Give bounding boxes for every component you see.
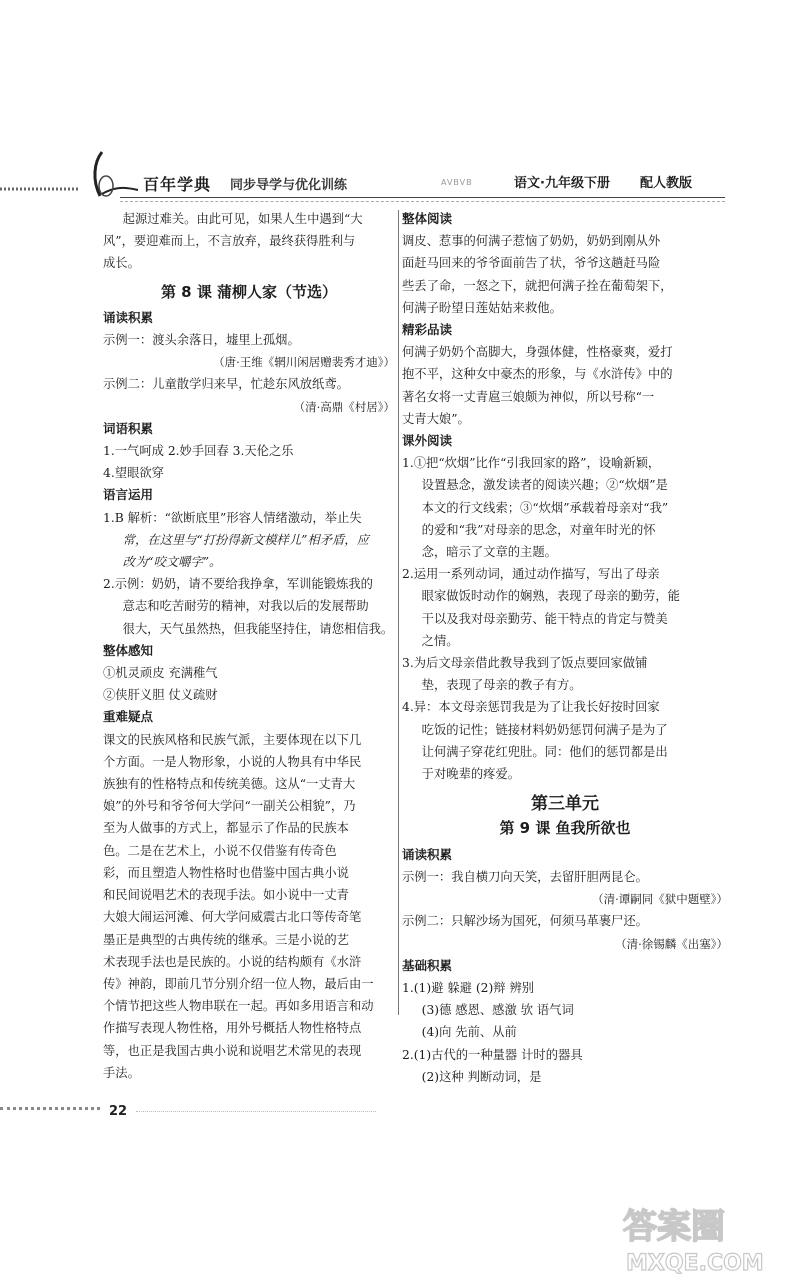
recite-source: （唐·王维《辋川闲居赠裴秀才迪》） bbox=[213, 355, 395, 370]
header-rule bbox=[120, 197, 725, 198]
overall-line: ①机灵顽皮 充满稚气 bbox=[103, 666, 218, 681]
page-header bbox=[0, 150, 800, 205]
answer-line: 很大，天气虽然热，但我能坚持住，请您相信我。 bbox=[122, 621, 394, 636]
excellent-line: 丈青大娘”。 bbox=[402, 411, 470, 426]
key-line: 族独有的性格特点和传统美德。这从“一丈青大 bbox=[103, 777, 356, 792]
watermark-text: 答案圈 bbox=[623, 1207, 725, 1247]
section-title: 课外阅读 bbox=[402, 433, 453, 449]
watermark-url: MXQE.COM bbox=[626, 1251, 764, 1275]
header-left-bar bbox=[0, 178, 80, 186]
section-title: 整体感知 bbox=[103, 642, 154, 658]
recite-source: （清·高鼎《村居》） bbox=[293, 399, 395, 414]
header-brand: 百年学典 bbox=[143, 175, 212, 194]
unit-3-title: 第三单元 bbox=[531, 794, 599, 815]
header-rule-dashed bbox=[120, 201, 725, 202]
answer-line: 改为“咬文嚼字”。 bbox=[122, 555, 222, 570]
column-divider bbox=[398, 210, 399, 1015]
section-title: 诵读积累 bbox=[402, 846, 453, 862]
recite-source: （清·徐锡麟《出塞》） bbox=[615, 936, 728, 951]
overall-line: ②侠肝义胆 仗义疏财 bbox=[103, 688, 218, 703]
basic-line: (3)德 感恩、感激 欤 语气词 bbox=[421, 1003, 574, 1018]
header-middle-mark: AVBVB bbox=[441, 178, 473, 187]
answer-line: 常，在这里与“打扮得新文模样儿”相矛盾，应 bbox=[122, 532, 369, 547]
footer-rule-dotted bbox=[136, 1111, 376, 1112]
right-column bbox=[402, 208, 728, 1088]
answer-line: 2.示例：奶奶，请不要给我挣拿，军训能锻炼我的 bbox=[103, 577, 373, 592]
extra-line: 3.为后文母亲借此教导我到了饭点要回家做铺 bbox=[402, 656, 648, 671]
extra-line: 干以及我对母亲勤劳、能干特点的肯定与赞美 bbox=[421, 611, 668, 626]
extra-line: 之情。 bbox=[421, 633, 459, 648]
key-line: 课文的民族风格和民族气派，主要体现在以下几 bbox=[103, 732, 362, 747]
key-line: 至为人做事的方式上，都显示了作品的民族本 bbox=[103, 821, 349, 836]
excellent-line: 著名女将一丈青扈三娘颇为神似，所以号称“一 bbox=[402, 389, 655, 404]
intro-line: 成长。 bbox=[103, 256, 140, 271]
watermark-logo bbox=[618, 1200, 788, 1275]
section-title: 诵读积累 bbox=[103, 309, 154, 325]
key-line: 作描写表现人物性格，用外号概括人物性格特点 bbox=[103, 1021, 362, 1036]
key-line: 等，也正是我国古典小说和说唱艺术常见的表现 bbox=[103, 1043, 362, 1058]
section-title: 精彩品读 bbox=[402, 322, 453, 338]
answer-line: 意志和吃苦耐劳的精神，对我以后的发展帮助 bbox=[122, 599, 369, 614]
whole-line: 调皮、惹事的何满子惹恼了奶奶，奶奶到刚从外 bbox=[402, 234, 661, 249]
key-line: 个方面。一是人物形象，小说的人物具有中华民 bbox=[103, 754, 362, 769]
extra-line: 2.运用一系列动词，通过动作描写，写出了母亲 bbox=[402, 567, 660, 582]
key-line: 传》神韵，即前几节分别介绍一位人物，最后由一 bbox=[103, 976, 374, 991]
footer-rule bbox=[0, 1107, 100, 1110]
vocab-line: 4.望眼欲穿 bbox=[103, 466, 164, 481]
extra-line: 设置悬念，激发读者的阅读兴趣；②“炊烟”是 bbox=[421, 478, 668, 493]
extra-line: 4.异：本文母亲惩罚我是为了让我长好按时回家 bbox=[402, 700, 660, 715]
recite-example: 示例一：我自横刀向天笑，去留肝胆两昆仑。 bbox=[402, 869, 648, 884]
page-number: 22 bbox=[108, 1104, 128, 1119]
extra-line: 本文的行文线索；③“炊烟”承载着母亲对“我” bbox=[421, 500, 669, 515]
basic-line: 1.(1)避 躲避 (2)辩 辨别 bbox=[402, 980, 535, 995]
key-line: 和民间说唱艺术的表现手法。如小说中一丈青 bbox=[103, 888, 349, 903]
excellent-line: 何满子奶奶个高脚大，身强体健，性格豪爽，爱打 bbox=[402, 345, 673, 360]
extra-line: 1.①把“炊烟”比作“引我回家的路”，设喻新颖， bbox=[402, 456, 661, 471]
recite-example: 示例一：渡头余落日，墟里上孤烟。 bbox=[103, 333, 300, 348]
recite-source: （清·谭嗣同《狱中题壁》） bbox=[592, 892, 728, 907]
key-line: 术表现手法也是民族的。小说的结构颇有《水浒 bbox=[103, 954, 362, 969]
answer-line: 1.B 解析：“欲断底里”形容人情绪激动，举止失 bbox=[103, 510, 362, 525]
whole-line: 何满子盼望日莲姑姑来救他。 bbox=[402, 300, 562, 315]
key-line: 个情节把这些人物串联在一起。再如多用语言和动 bbox=[103, 999, 374, 1014]
recite-example: 示例二：只解沙场为国死，何须马革裹尸还。 bbox=[402, 914, 648, 929]
header-edition: 配人教版 bbox=[640, 176, 693, 191]
header-grade: 语文·九年级下册 bbox=[514, 176, 610, 191]
extra-line: 念，暗示了文章的主题。 bbox=[421, 545, 557, 560]
section-title: 基础积累 bbox=[402, 957, 453, 973]
basic-line: (4)向 先前、从前 bbox=[421, 1025, 517, 1040]
header-subtitle: 同步导学与优化训练 bbox=[230, 178, 348, 193]
vocab-line: 1.一气呵成 2.妙手回春 3.天伦之乐 bbox=[103, 444, 294, 459]
extra-line: 于对晚辈的疼爱。 bbox=[421, 767, 521, 782]
section-title: 语言运用 bbox=[103, 487, 154, 503]
section-title: 整体阅读 bbox=[402, 211, 453, 226]
left-column bbox=[103, 208, 395, 1084]
page-footer bbox=[0, 1090, 800, 1130]
extra-line: 眼家做饭时动作的娴熟，表现了母亲的勤劳，能 bbox=[421, 589, 680, 604]
extra-line: 的爱和“我”对母亲的思念，对童年时光的怀 bbox=[421, 522, 656, 537]
extra-line: 垫，表现了母亲的教子有方。 bbox=[421, 678, 582, 693]
recite-example: 示例二：儿童散学归来早，忙趁东风放纸鸢。 bbox=[103, 377, 349, 392]
extra-line: 吃饭的记性；链接材料奶奶惩罚何满子是为了 bbox=[421, 722, 668, 737]
lesson-8-title: 第 8 课 蒲柳人家（节选） bbox=[160, 282, 338, 301]
extra-line: 让何满子穿花红兜肚。同：他们的惩罚都是出 bbox=[421, 744, 668, 759]
key-line: 大娘大闹运河滩、何大学问威震古北口等传奇笔 bbox=[103, 910, 362, 925]
book-logo-icon bbox=[82, 150, 142, 202]
key-line: 手法。 bbox=[103, 1065, 140, 1080]
basic-line: 2.(1)古代的一种量器 计时的器具 bbox=[402, 1047, 583, 1062]
key-line: 色。二是在艺术上，小说不仅借鉴有传奇色 bbox=[103, 843, 337, 858]
intro-line: 起源过难关。由此可见，如果人生中遇到“大 bbox=[122, 212, 363, 226]
section-title: 重难疑点 bbox=[103, 709, 154, 725]
key-line: 墨正是典型的古典传统的继承。三是小说的艺 bbox=[103, 932, 349, 947]
basic-line: (2)这种 判断动词，是 bbox=[421, 1069, 542, 1084]
lesson-9-title: 第 9 课 鱼我所欲也 bbox=[499, 819, 631, 838]
excellent-line: 抱不平，这种女中豪杰的形象，与《水浒传》中的 bbox=[402, 367, 673, 382]
section-title: 词语积累 bbox=[103, 420, 154, 436]
intro-line: 风”，要迎难而上，不言放弃，最终获得胜利与 bbox=[103, 234, 356, 249]
whole-line: 些丢了命，一怒之下，就把何满子拴在葡萄架下， bbox=[402, 278, 673, 293]
key-line: 彩，而且塑造人物性格时也借鉴中国古典小说 bbox=[103, 865, 349, 880]
key-line: 娘”的外号和爷爷何大学问“一副关公相貌”，乃 bbox=[103, 799, 356, 814]
whole-line: 面赶马回来的爷爷面前告了状，爷爷这趟赶马险 bbox=[402, 256, 661, 271]
